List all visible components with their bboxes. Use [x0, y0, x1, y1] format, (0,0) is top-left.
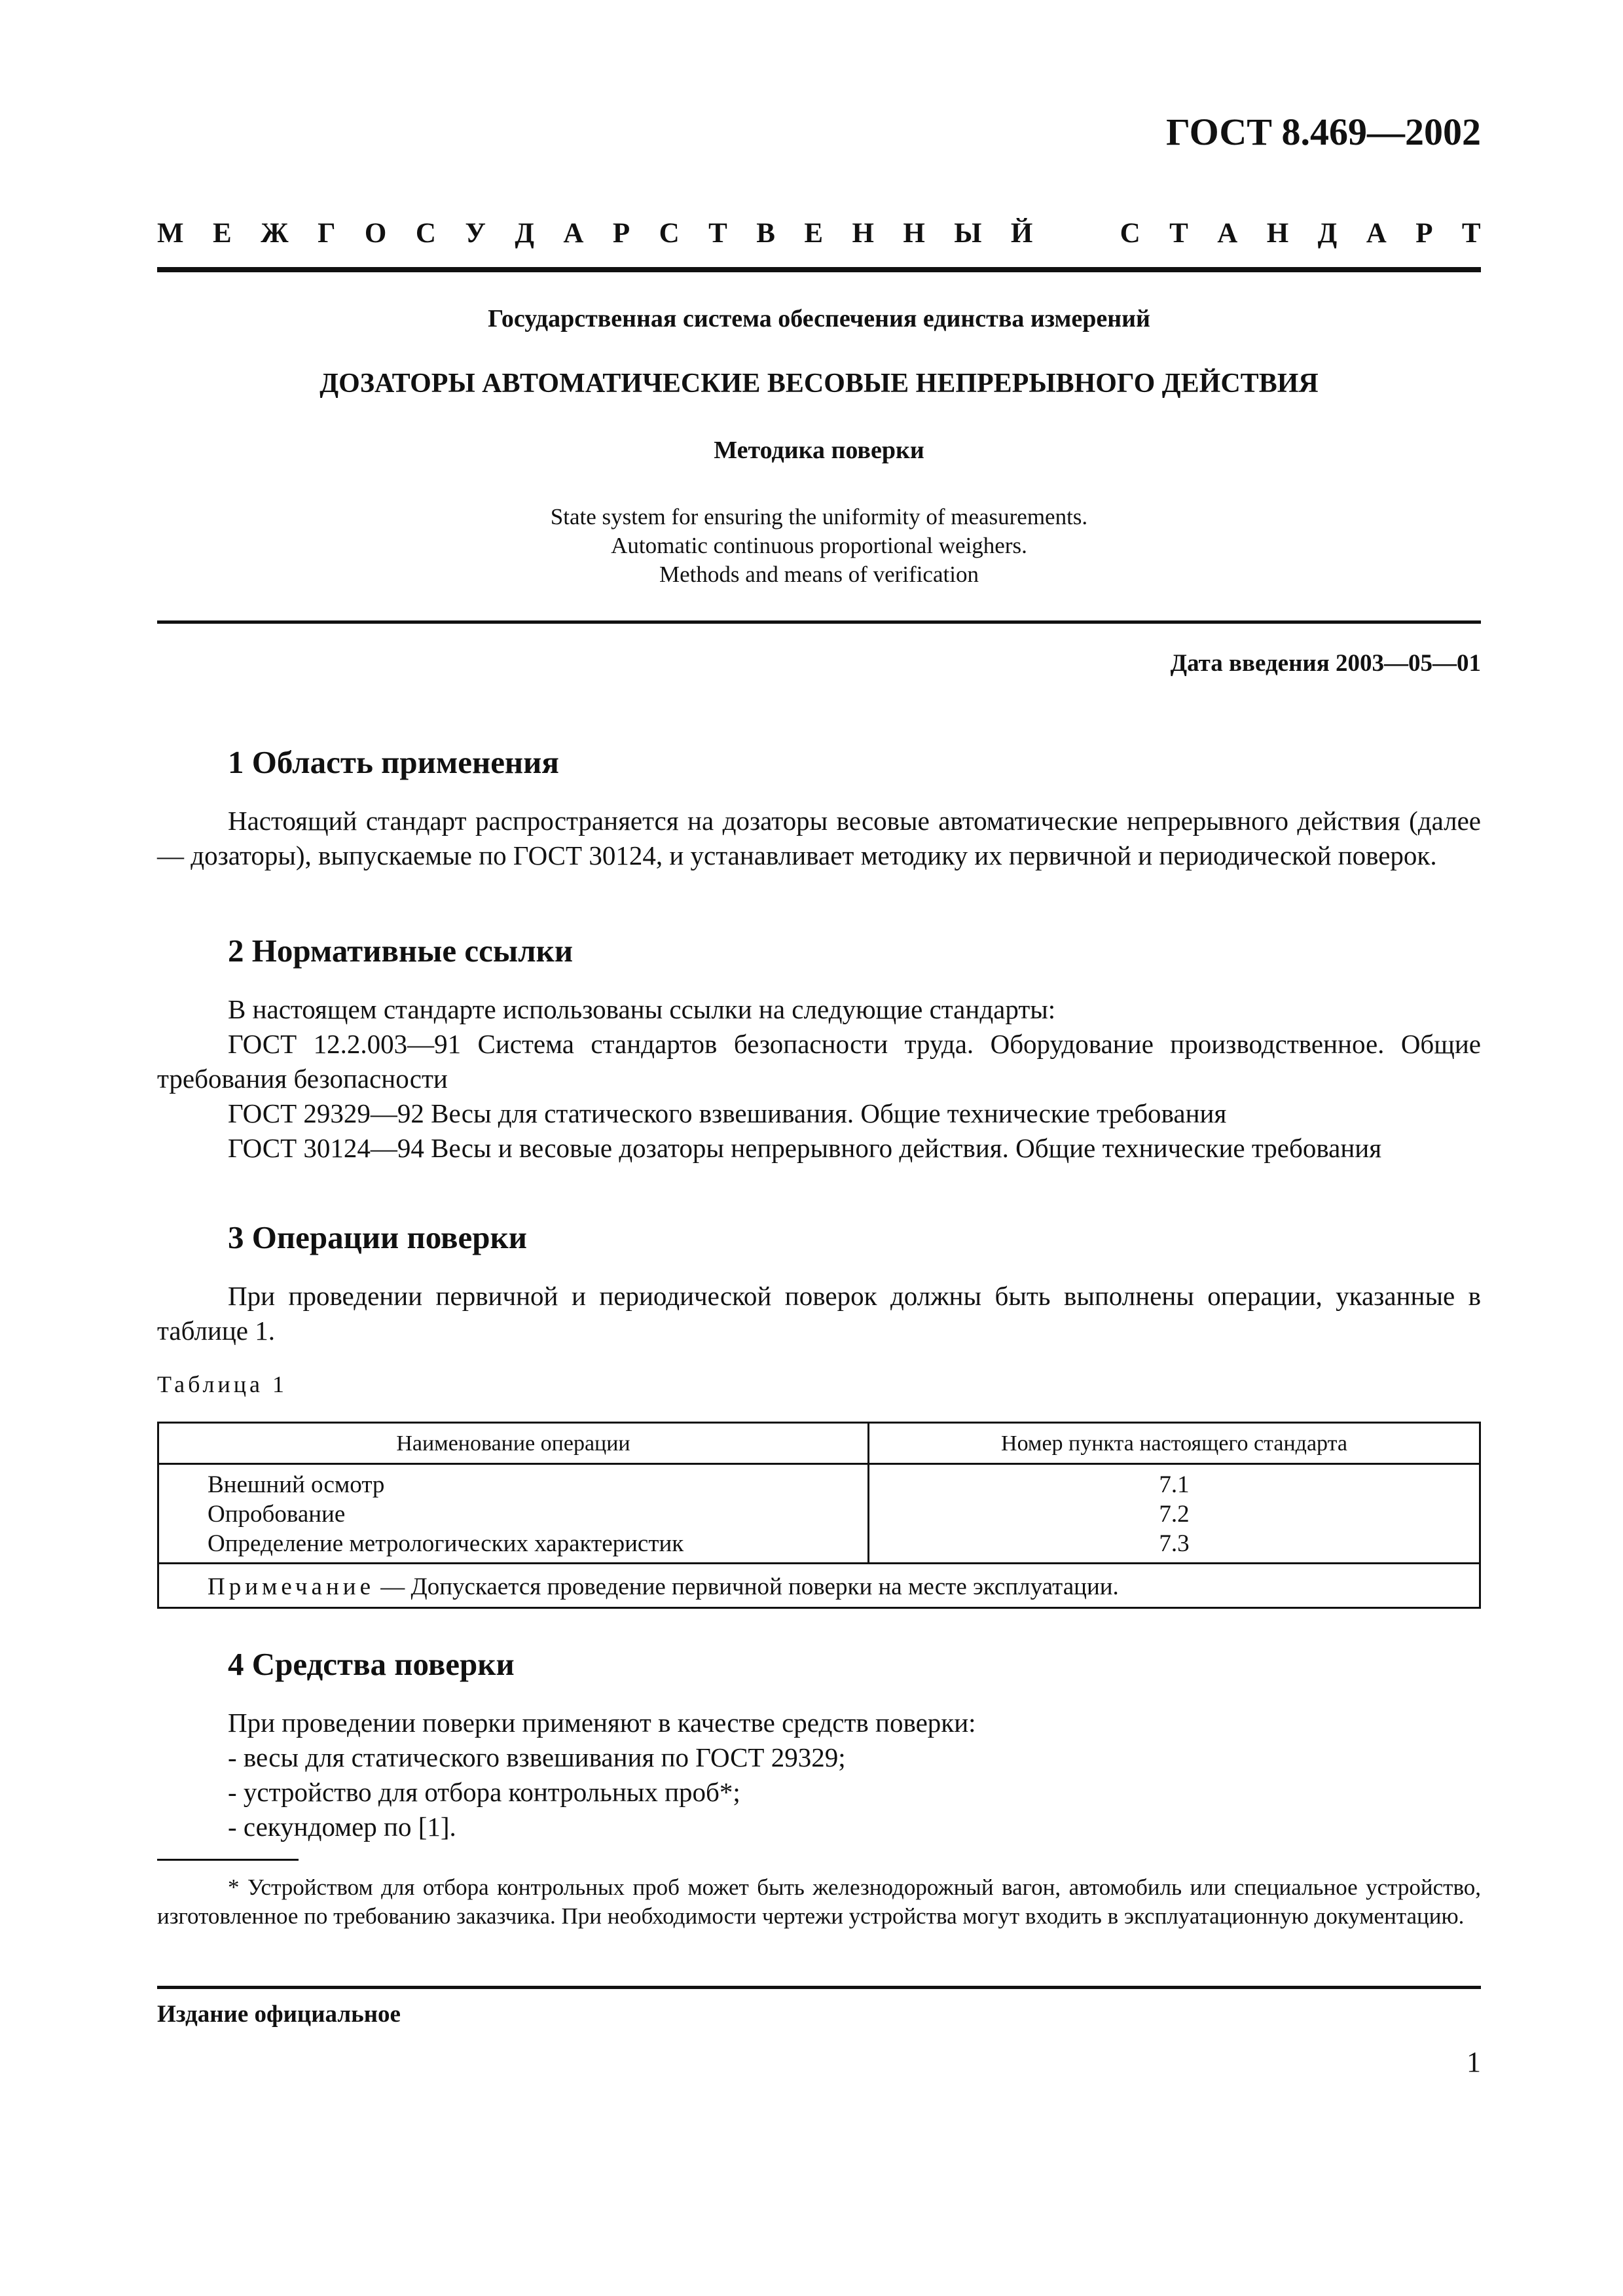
document-number: ГОСТ 8.469—2002 — [1166, 111, 1481, 153]
operation-name: Опробование — [208, 1501, 346, 1528]
table-note-label: Примечание — [208, 1573, 374, 1600]
verification-tool-item: - весы для статического взвешивания по ГОСТ 29329; — [228, 1742, 846, 1772]
operations-table — [157, 1422, 1481, 1609]
section-4-heading: 4 Средства поверки — [228, 1646, 515, 1682]
english-title-line: State system for ensuring the uniformity of measurements. — [550, 504, 1088, 529]
english-title — [157, 503, 1481, 589]
standard-type-letter: Й — [1010, 218, 1033, 249]
series-title: Государственная система обеспечения единства измерений — [488, 305, 1150, 332]
standard-type-letter: Е — [804, 218, 823, 249]
clause-number: 7.3 — [1159, 1530, 1190, 1557]
english-title-line: Methods and means of verification — [659, 562, 979, 587]
operation-name: Определение метрологических характеристик — [208, 1530, 684, 1557]
standard-type-letter: А — [1366, 218, 1387, 249]
standard-type-letter: Д — [1317, 218, 1338, 249]
standard-type-letter: Т — [1461, 218, 1481, 249]
footer-rule — [157, 1986, 1481, 1989]
operation-name: Внешний осмотр — [208, 1471, 385, 1498]
section-2-heading: 2 Нормативные ссылки — [228, 933, 574, 969]
section-2-intro: В настоящем стандарте использованы ссылки на следующие стандарты: — [228, 994, 1056, 1024]
standard-type-heading — [157, 219, 1481, 247]
table-header-row — [158, 1423, 1480, 1464]
header-rule — [157, 267, 1481, 272]
standard-type-letter: О — [364, 218, 387, 249]
table-header-cell: Номер пункта настоящего стандарта — [869, 1423, 1480, 1464]
standard-type-letter: Е — [213, 218, 232, 249]
standard-type-letter: С — [659, 218, 680, 249]
title-rule — [157, 620, 1481, 624]
footnote: * Устройством для отбора контрольных проб может быть железнодорожный вагон, автомобиль или специальное устройство, изготовленное по требованию заказчика. При необходимости чертежи устройства могут входить в эксплуатационную документацию. — [157, 1874, 1481, 1929]
standard-type-letter: С — [415, 218, 436, 249]
table-caption: Таблица 1 — [157, 1371, 287, 1397]
standard-type-letter: А — [1217, 218, 1238, 249]
verification-tool-item: - секундомер по [1]. — [228, 1812, 456, 1842]
standard-type-letter: М — [157, 218, 184, 249]
clause-column — [869, 1464, 1480, 1564]
standard-type-letter: У — [465, 218, 486, 249]
normative-reference: ГОСТ 30124—94 Весы и весовые дозаторы непрерывного действия. Общие технические требования — [228, 1133, 1382, 1163]
clause-number: 7.1 — [1159, 1471, 1190, 1498]
standard-type-letter: Г — [318, 218, 336, 249]
standard-type-letter: Т — [708, 218, 727, 249]
standard-type-letter: Н — [903, 218, 925, 249]
standard-type-letter: Ж — [261, 218, 289, 249]
sub-title: Методика поверки — [714, 437, 924, 464]
table-note-text: — Допускается проведение первичной поверки на месте эксплуатации. — [374, 1573, 1119, 1600]
section-1-heading: 1 Область применения — [228, 744, 559, 780]
standard-type-letter: Т — [1169, 218, 1188, 249]
normative-reference: ГОСТ 12.2.003—91 Система стандартов безопасности труда. Оборудование производственное. Общие требования безопасности — [157, 1029, 1481, 1094]
section-3-text: При проведении первичной и периодической поверок должны быть выполнены операции, указанные в таблице 1. — [157, 1281, 1481, 1346]
section-3-heading: 3 Операции поверки — [228, 1219, 527, 1255]
table-row — [158, 1464, 1480, 1564]
english-title-line: Automatic continuous proportional weighers. — [611, 533, 1027, 558]
edition-label: Издание официальное — [157, 2001, 401, 2028]
verification-tool-item: - устройство для отбора контрольных проб*; — [228, 1777, 740, 1807]
normative-reference: ГОСТ 29329—92 Весы для статического взвешивания. Общие технические требования — [228, 1098, 1227, 1128]
table-note-row — [158, 1564, 1480, 1608]
footnote-rule — [157, 1859, 299, 1861]
main-title: ДОЗАТОРЫ АВТОМАТИЧЕСКИЕ ВЕСОВЫЕ НЕПРЕРЫВНОГО ДЕЙСТВИЯ — [319, 368, 1319, 399]
operation-column — [158, 1464, 869, 1564]
standard-type-letter: С — [1120, 218, 1140, 249]
section-1-text: Настоящий стандарт распространяется на дозаторы весовые автоматические непрерывного действия (далее — дозаторы), выпускаемые по ГОСТ 30124, и устанавливает методику их первичной и периодической поверок. — [157, 806, 1481, 870]
standard-type-letter: Р — [1415, 218, 1433, 249]
standard-type-letter: Ы — [954, 218, 982, 249]
table-note — [158, 1564, 1480, 1608]
standard-type-letter: А — [563, 218, 584, 249]
page-number: 1 — [1467, 2046, 1481, 2078]
standard-type-letter: Р — [612, 218, 630, 249]
clause-number: 7.2 — [1159, 1501, 1190, 1528]
standard-type-letter: Д — [515, 218, 534, 249]
table-header-cell: Наименование операции — [158, 1423, 869, 1464]
introduction-date: Дата введения 2003—05—01 — [1170, 650, 1481, 677]
standard-type-letter: Н — [1266, 218, 1289, 249]
section-4-intro: При проведении поверки применяют в качестве средств поверки: — [228, 1708, 976, 1738]
standard-type-letter: В — [756, 218, 775, 249]
standard-type-letter: Н — [852, 218, 874, 249]
